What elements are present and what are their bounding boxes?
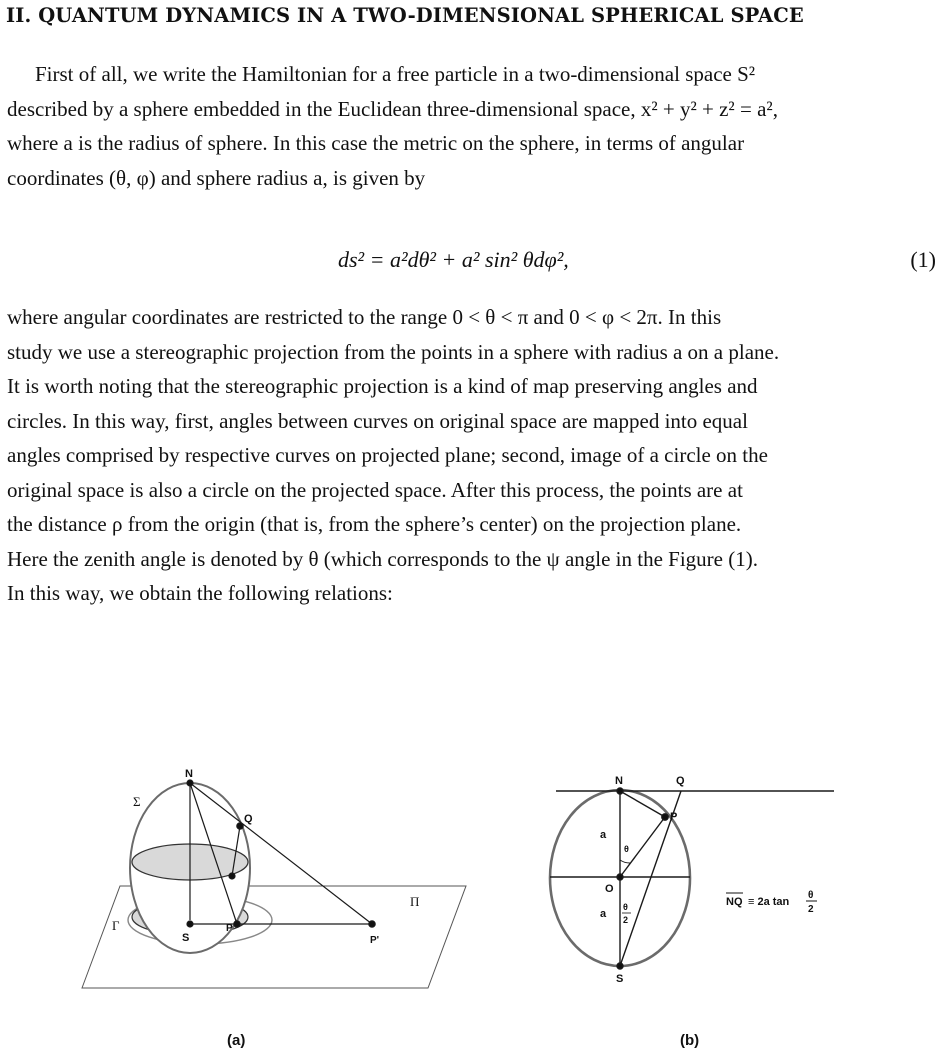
- equation-number: (1): [910, 247, 936, 272]
- formula-lhs: NQ: [726, 896, 743, 908]
- point-p: [234, 921, 240, 927]
- label-b-o: O: [605, 883, 614, 895]
- label-b-s: S: [616, 973, 624, 985]
- label-gamma: Γ: [112, 918, 120, 933]
- label-b-theta: θ: [624, 844, 629, 854]
- panel-b: [550, 788, 834, 969]
- label-b-a-lower: a: [600, 908, 607, 920]
- label-pi: Π: [410, 894, 420, 909]
- label-b-p: P: [670, 811, 678, 823]
- text-line: circles. In this way, first, angles between curves on original space are mapped into equal: [7, 408, 748, 433]
- text-line: First of all, we write the Hamiltonian for a free particle in a two-dimensional space S²: [35, 62, 756, 86]
- text-line: where angular coordinates are restricted to the range 0 < θ < π and 0 < φ < 2π. In this: [7, 305, 722, 329]
- label-sigma: Σ: [133, 794, 141, 809]
- section-heading: II. QUANTUM DYNAMICS IN A TWO-DIMENSIONAL SPHERICAL SPACE: [6, 4, 804, 27]
- dot-n: [617, 788, 623, 794]
- dot-p: [662, 814, 668, 820]
- figure-stereographic-projection: [0, 740, 944, 1055]
- label-b-a-upper: a: [600, 829, 607, 841]
- paragraph-projection: [7, 300, 937, 611]
- figure-svg: [0, 740, 944, 1055]
- text-line: the distance ρ from the origin (that is, from the sphere’s center) on the projection plane.: [7, 512, 742, 536]
- label-b-half-theta-den: 2: [623, 915, 629, 925]
- panel-a: [82, 780, 466, 988]
- point-p-prime: [369, 921, 375, 927]
- point-n: [187, 780, 193, 786]
- text-line: In this way, we obtain the following relations:: [7, 581, 393, 605]
- label-b-n: N: [615, 775, 623, 787]
- text-line: described by a sphere embedded in the Euclidean three-dimensional space, x² + y² + z² = a²,: [7, 96, 778, 121]
- label-p: P: [226, 923, 233, 934]
- equation-metric: [0, 247, 944, 281]
- text-line: Here the zenith angle is denoted by θ (which corresponds to the ψ angle in the Figure (1).: [7, 546, 758, 571]
- formula-rhs: ≡ 2a tan: [748, 896, 790, 908]
- label-b-half-theta-num: θ: [623, 902, 628, 912]
- formula-frac-num: θ: [808, 890, 814, 901]
- angle-arc-theta: [620, 860, 630, 863]
- caption-a: (a): [227, 1032, 246, 1049]
- text-line: It is worth noting that the stereographic projection is a kind of map preserving angles and: [7, 374, 758, 398]
- label-s: S: [182, 932, 190, 944]
- equation-body: ds² = a²dθ² + a² sin² θdφ²,: [338, 247, 569, 272]
- caption-b: (b): [680, 1032, 700, 1049]
- text-line: angles comprised by respective curves on projected plane; second, image of a circle on the: [7, 443, 768, 467]
- formula-frac-den: 2: [808, 904, 814, 915]
- point-q: [237, 823, 243, 829]
- label-p-prime: P': [370, 935, 380, 946]
- label-b-q: Q: [676, 775, 685, 787]
- point-upper: [229, 873, 235, 879]
- dot-s: [617, 963, 623, 969]
- point-s: [187, 921, 193, 927]
- text-line: original space is also a circle on the projected space. After this process, the points are at: [7, 477, 743, 502]
- dot-o: [617, 874, 623, 880]
- text-line: coordinates (θ, φ) and sphere radius a, is given by: [7, 165, 426, 190]
- label-q: Q: [244, 813, 253, 825]
- text-line: study we use a stereographic projection from the points in a sphere with radius a on a plane.: [7, 339, 780, 364]
- text-line: where a is the radius of sphere. In this case the metric on the sphere, in terms of angular: [7, 131, 745, 155]
- label-n: N: [185, 768, 193, 780]
- paragraph-intro: [7, 57, 937, 195]
